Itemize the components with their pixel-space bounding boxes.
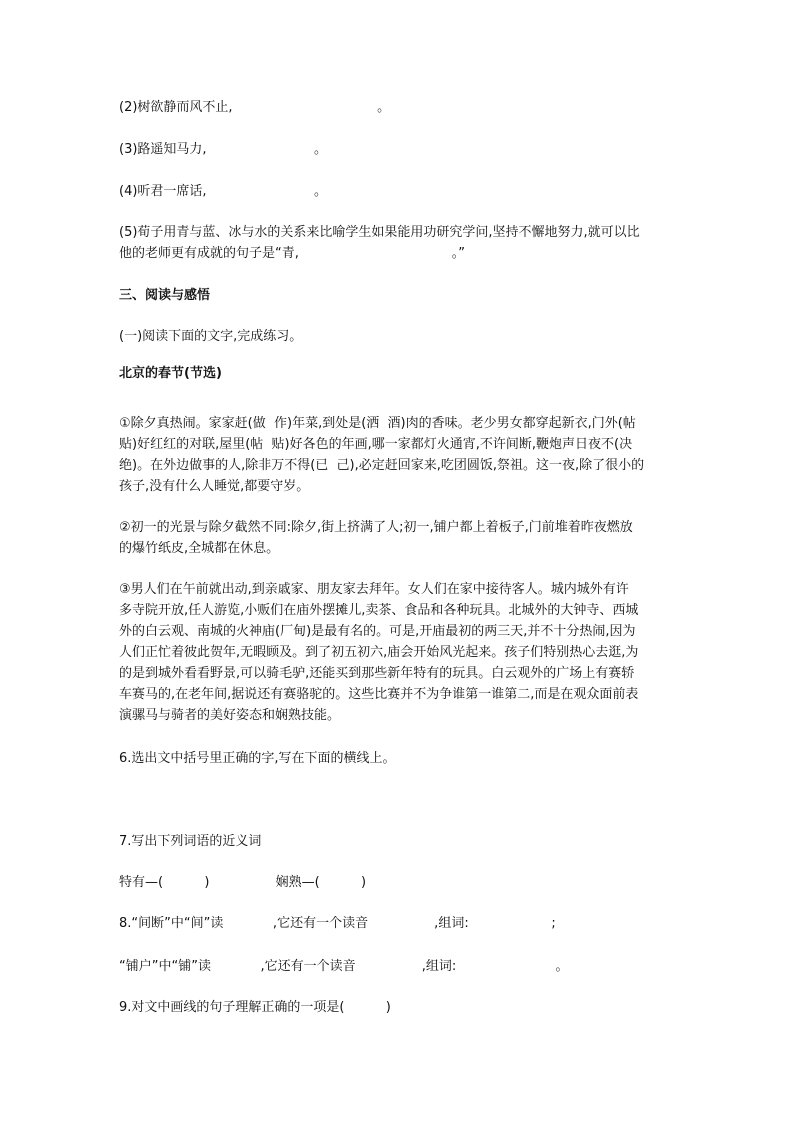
fill-in-line-5b: 他的老师更有成就的句子是“青, 。” bbox=[119, 246, 465, 261]
paragraph-line: 演骡马与骑者的美好姿态和娴熟技能。 bbox=[119, 708, 341, 723]
paragraph-line: 的是到城外看看野景,可以骑毛驴,还能买到那些新年特有的玩具。白云观外的广场上有赛轿 bbox=[119, 666, 635, 681]
paragraph-line: 车赛马的,在老年间,据说还有赛骆驼的。这些比赛并不为争谁第一谁第二,而是在观众面前表 bbox=[119, 687, 639, 702]
paragraph-line: ①除夕真热闹。家家赶(做 作)年菜,到处是(洒 酒)肉的香味。老少男女都穿起新衣,门外(帖 bbox=[119, 416, 636, 431]
paragraph-line: 绝)。在外边做事的人,除非万不得(已 己),必定赶回家来,吃团圆饭,祭祖。这一夜,除了很小的 bbox=[119, 458, 645, 473]
question-6: 6.选出文中括号里正确的字,写在下面的横线上。 bbox=[119, 751, 396, 766]
fill-in-line-4: (4)听君一席话, 。 bbox=[119, 184, 327, 199]
paragraph-line: 人们正忙着彼此贺年,无暇顾及。到了初五初六,庙会开始风光起来。孩子们特别热心去逛,为 bbox=[119, 645, 639, 660]
paragraph-line: 多寺院开放,任人游览,小贩们在庙外摆摊儿,卖茶、食品和各种玩具。北城外的大钟寺、西城 bbox=[119, 603, 639, 618]
paragraph-line: ③男人们在午前就出动,到亲戚家、朋友家去拜年。女人们在家中接待客人。城内城外有许 bbox=[119, 582, 629, 597]
question-8b: “铺户”中“铺”读 ,它还有一个读音 ,组词: 。 bbox=[119, 959, 569, 974]
paragraph-line: 孩子,没有什么人睡觉,都要守岁。 bbox=[119, 479, 310, 494]
paragraph-3 bbox=[119, 579, 679, 726]
paragraph-2 bbox=[119, 517, 679, 559]
fill-in-line-3: (3)路遥知马力, 。 bbox=[119, 142, 327, 157]
passage-title: 北京的春节(节选) bbox=[119, 366, 222, 381]
paragraph-line: 外的白云观、南城的火神庙(厂甸)是最有名的。可是,开庙最初的两三天,并不十分热闹,因为 bbox=[119, 624, 636, 639]
section-title: 三、阅读与感悟 bbox=[119, 288, 211, 303]
fill-in-line-5a: (5)荀子用青与蓝、冰与水的关系来比喻学生如果能用功研究学问,坚持不懈地努力,就可以比 bbox=[119, 225, 640, 240]
question-9: 9.对文中画线的句子理解正确的一项是( ) bbox=[119, 1000, 391, 1015]
paragraph-1 bbox=[119, 413, 679, 497]
fill-in-line-2: (2)树欲静而风不止, 。 bbox=[119, 100, 391, 115]
instruction: (一)阅读下面的文字,完成练习。 bbox=[119, 329, 303, 344]
paragraph-line: 的爆竹纸皮,全城都在休息。 bbox=[119, 541, 280, 556]
question-7: 7.写出下列词语的近义词 bbox=[119, 834, 262, 849]
question-8a: 8.“间断”中“间”读 ,它还有一个读音 ,组词: ; bbox=[119, 916, 556, 931]
paragraph-line: 贴)好红红的对联,屋里(帖 贴)好各色的年画,哪一家都灯火通宵,不许间断,鞭炮声日夜不(决 bbox=[119, 437, 633, 452]
question-7-items: 特有—( ) 娴熟—( ) bbox=[119, 875, 367, 890]
paragraph-line: ②初一的光景与除夕截然不同:除夕,街上挤满了人;初一,铺户都上着板子,门前堆着昨夜燃放 bbox=[119, 520, 633, 535]
